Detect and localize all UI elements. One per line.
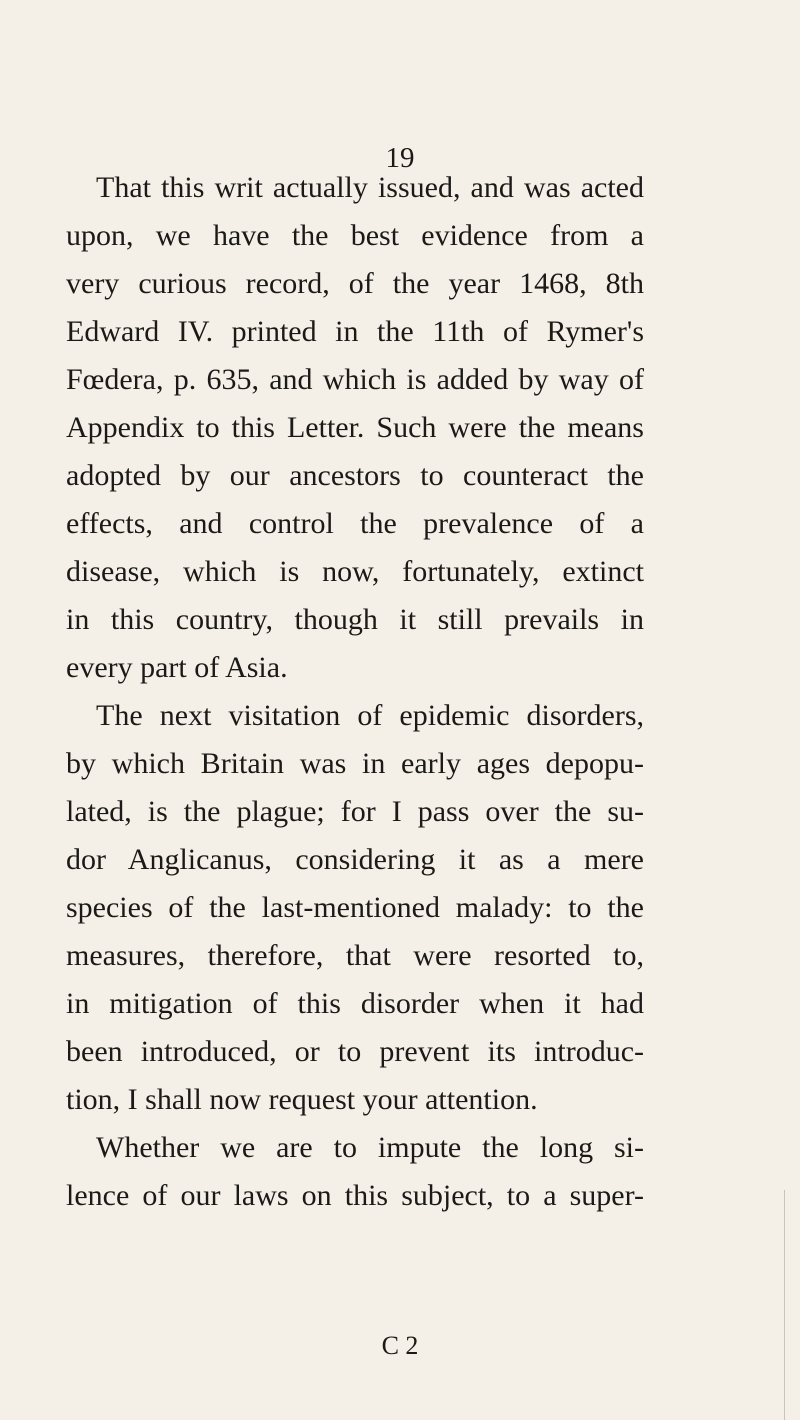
text-line: Edward IV. printed in the 11th of Rymer's bbox=[66, 315, 644, 348]
text-line: effects, and control the prevalence of a bbox=[66, 507, 644, 540]
text-line: by which Britain was in early ages depopu- bbox=[66, 747, 644, 780]
text-line: lence of our laws on this subject, to a super- bbox=[66, 1179, 644, 1212]
text-line: dor Anglicanus, considering it as a mere bbox=[66, 843, 644, 876]
text-line: in mitigation of this disorder when it had bbox=[66, 987, 644, 1020]
text-line: disease, which is now, fortunately, extinct bbox=[66, 555, 644, 588]
text-line: The next visitation of epidemic disorders, bbox=[96, 699, 644, 732]
text-line: Fœdera, p. 635, and which is added by way of bbox=[66, 363, 644, 396]
text-line: tion, I shall now request your attention. bbox=[66, 1083, 538, 1116]
text-line: species of the last-mentioned malady: to the bbox=[66, 891, 644, 924]
text-line: in this country, though it still prevails in bbox=[66, 603, 644, 636]
text-line: Appendix to this Letter. Such were the means bbox=[66, 411, 644, 444]
text-line: upon, we have the best evidence from a bbox=[66, 219, 644, 252]
text-line: adopted by our ancestors to counteract the bbox=[66, 459, 644, 492]
text-line: very curious record, of the year 1468, 8th bbox=[66, 267, 644, 300]
page-edge-shadow bbox=[784, 1190, 785, 1420]
signature-mark: C 2 bbox=[381, 1331, 419, 1360]
text-line: been introduced, or to prevent its introduc- bbox=[66, 1035, 644, 1068]
text-line: Whether we are to impute the long si- bbox=[96, 1131, 644, 1164]
text-line: measures, therefore, that were resorted to, bbox=[66, 939, 644, 972]
page-number: 19 bbox=[385, 142, 415, 174]
text-line: lated, is the plague; for I pass over the su- bbox=[66, 795, 644, 828]
text-line: That this writ actually issued, and was acted bbox=[96, 171, 644, 204]
text-line: every part of Asia. bbox=[66, 651, 288, 684]
